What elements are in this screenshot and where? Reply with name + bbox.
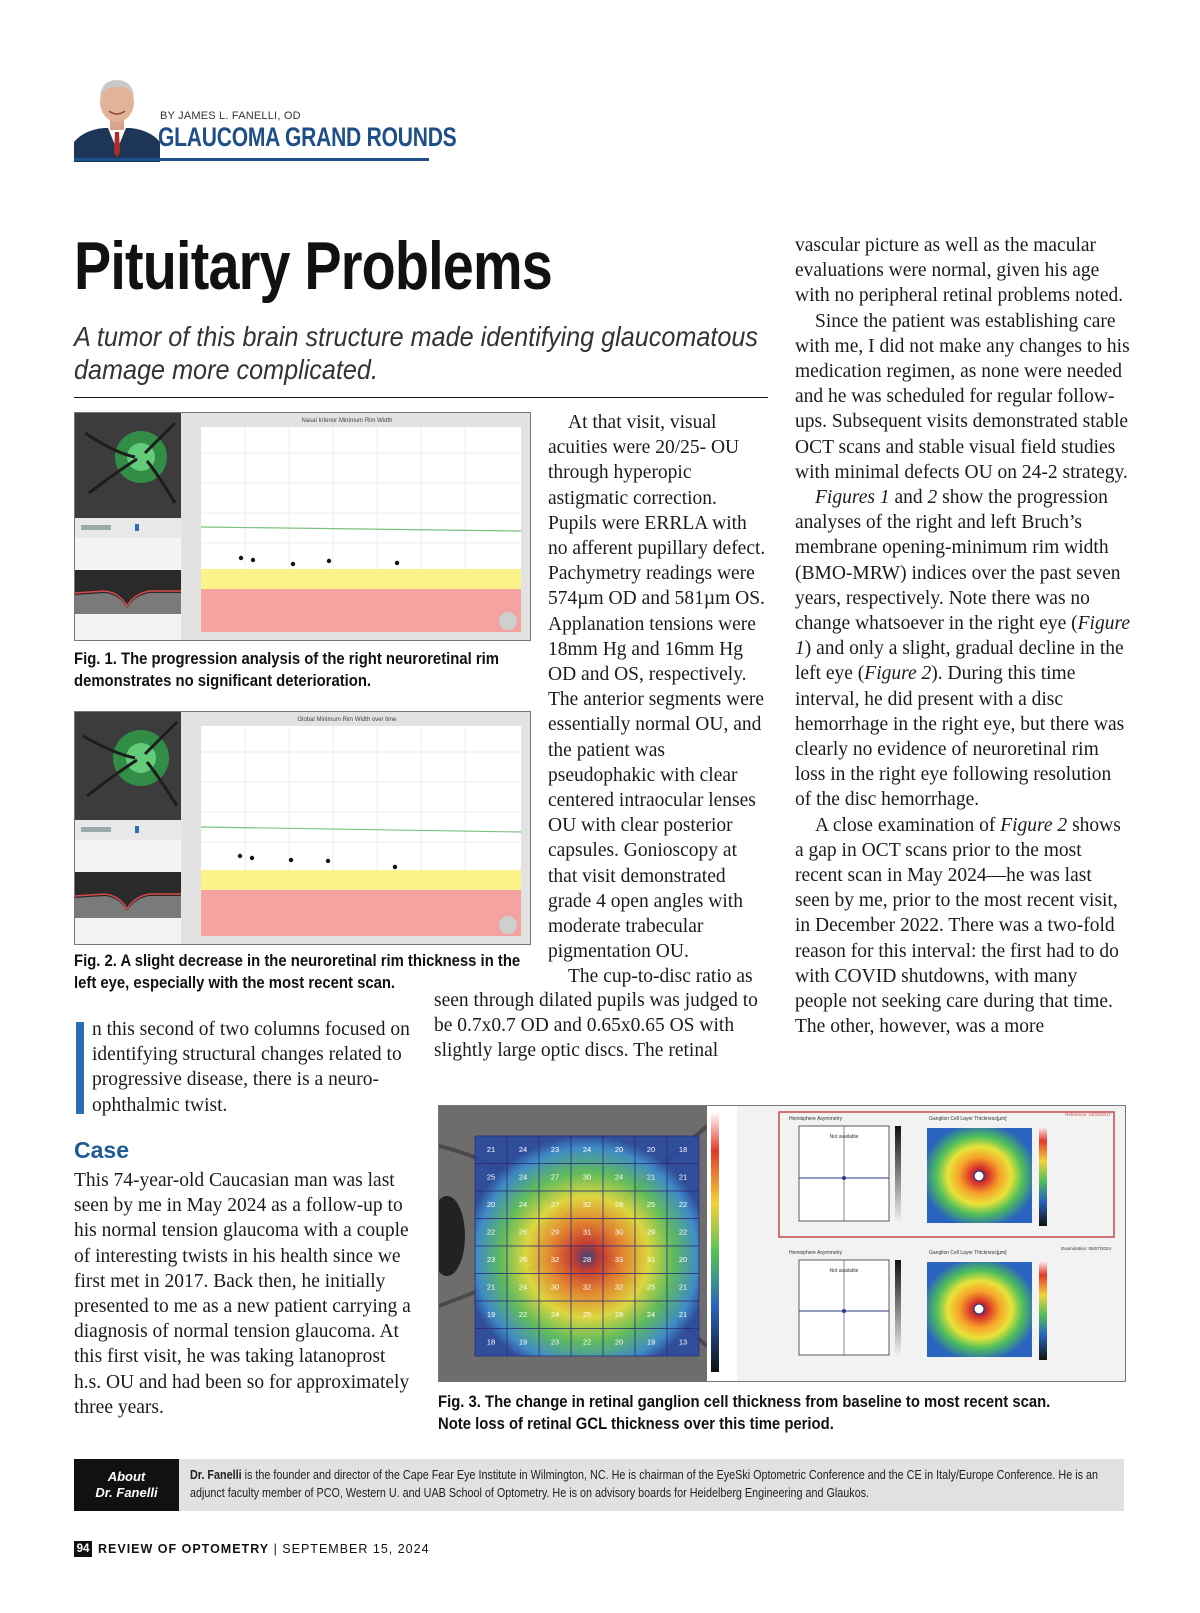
grid-value: 22 (486, 1227, 496, 1237)
grid-value: 21 (678, 1282, 688, 1292)
grid-value: 21 (486, 1145, 496, 1154)
grid-value: 20 (614, 1337, 624, 1347)
article-title: Pituitary Problems (74, 228, 552, 304)
grid-value: 18 (678, 1145, 688, 1154)
grid-value: 23 (550, 1337, 560, 1347)
grid-value: 21 (678, 1172, 688, 1182)
grid-value: 30 (614, 1227, 624, 1237)
title-divider (74, 397, 768, 398)
figure-2 (74, 711, 531, 945)
grid-value: 31 (582, 1227, 592, 1237)
grid-value: 24 (518, 1145, 528, 1154)
grid-value: 28 (614, 1200, 624, 1209)
grid-value: 24 (582, 1145, 592, 1154)
grid-value: 24 (614, 1172, 624, 1182)
grid-value: 25 (582, 1310, 592, 1319)
right-column (795, 233, 1131, 1040)
grid-value: 24 (646, 1310, 656, 1319)
grid-value: 27 (550, 1172, 560, 1182)
grid-value: 23 (550, 1145, 560, 1154)
grid-value: 32 (614, 1282, 624, 1292)
about-author-text: Dr. Fanelli is the founder and director of the Cape Fear Eye Institute in Wilmington, NC. He is chairman of the EyeSki Optometric Conference and the CE in Italy/Europe Conference. He is an adjunct faculty member of PCO, Western U. and UAB School of Optometry. He is on advisory boards for Heidelberg Engineering and Glaukos. (190, 1467, 1099, 1500)
grid-value: 19 (646, 1337, 656, 1347)
grid-value: 24 (550, 1310, 560, 1319)
figure-ref: Figures 1 (815, 487, 890, 509)
about-author-label: About Dr. Fanelli (74, 1459, 179, 1511)
grid-value: 32 (550, 1255, 560, 1264)
grid-value: 30 (582, 1172, 592, 1182)
narrow-paragraph-2: The cup-to-disc ratio as (568, 966, 753, 988)
grid-value: 19 (486, 1310, 496, 1319)
intro-paragraph: n this second of two columns focused on identifying structural changes related to progressive disease, there is a neuro-ophthalmic twist. (92, 1019, 410, 1116)
figure-3-caption (438, 1391, 1122, 1435)
grid-value: 22 (582, 1337, 592, 1347)
figure-2-caption: Fig. 2. A slight decrease in the neuroretinal rim thickness in the left eye, especially with the most recent scan. (74, 952, 521, 992)
grid-value: 22 (678, 1227, 688, 1237)
baseline-label: Reference: 10/16/2017 (1065, 1112, 1111, 1117)
grid-value: 21 (646, 1172, 656, 1182)
right-paragraph-3: Figures 1 and 2 show the progression analyses of the right and left Bruch’s membrane opening-minimum rim width (BMO-MRW) indices over the past seven years, respectively. Note there was no change whatsoever in the right eye (Figure 1) and only a slight, gradual decline in the left eye (Figure 2). During this time interval, he did present with a disc hemorrhage in the right eye, but there was clearly no evidence of neuroretinal rim loss in the right eye following resolution of the disc hemorrhage. (795, 487, 1130, 811)
grid-value: 24 (518, 1200, 528, 1209)
header-rule (74, 158, 429, 161)
figure-3 (438, 1105, 1126, 1382)
figure-ref: Figure 2 (1000, 814, 1068, 836)
grid-value: 19 (518, 1337, 528, 1347)
grid-value: 21 (678, 1310, 688, 1319)
grid-value: 20 (614, 1145, 624, 1154)
figure-ref: Figure 2 (864, 663, 932, 685)
grid-value: 25 (486, 1172, 496, 1182)
case-heading: Case (74, 1137, 129, 1163)
grid-value: 25 (646, 1200, 656, 1209)
grid-value: 32 (582, 1282, 592, 1292)
examination-label: Examination: 05/07/2024 (1061, 1246, 1111, 1251)
grid-value: 29 (550, 1227, 560, 1237)
asym-top-label: Hemisphere Asymmetry (789, 1116, 843, 1122)
right-paragraph-4: A close examination of Figure 2 shows a gap in OCT scans prior to the most recent scan in May 2024—he was last seen by me, prior to the most recent visit, in December 2022. There was a two-fold reason for this interval: the first had to do with COVID shutdowns, with many people not seeking care during that time. The other, however, was a more (795, 814, 1121, 1038)
not-available-bottom: Not available (829, 1268, 859, 1274)
grid-value: 25 (646, 1282, 656, 1292)
right-paragraph-2: Since the patient was establishing care with me, I did not make any changes to his medication regimen, as none were needed and he was scheduled for regular follow-ups. Subsequent visits demonstrated stable OCT scans and stable visual field studies with minimal defects OU on 24-2 strategy. (795, 310, 1130, 483)
grid-value: 20 (646, 1145, 656, 1154)
gcl-bottom-label: Ganglion Cell Layer Thickness[µm] (929, 1250, 1007, 1256)
grid-value: 20 (678, 1255, 688, 1264)
grid-value: 28 (582, 1255, 592, 1264)
grid-value: 29 (646, 1227, 656, 1237)
drop-cap-bar (76, 1022, 84, 1114)
article-subtitle: A tumor of this brain structure made identifying glaucomatous damage more complicated. (74, 321, 759, 385)
grid-value: 20 (486, 1200, 496, 1209)
grid-value: 18 (486, 1337, 496, 1347)
grid-value: 24 (518, 1172, 528, 1182)
grid-value: 23 (486, 1255, 496, 1264)
continuation-paragraph: seen through dilated pupils was judged to be 0.7x0.7 OD and 0.65x0.65 OS with slightly large optic discs. The retinal (434, 990, 758, 1062)
grid-value: 28 (614, 1310, 624, 1319)
figure-1 (74, 412, 531, 641)
grid-value: 27 (550, 1200, 560, 1209)
grid-value: 26 (518, 1255, 528, 1264)
footer-publication: REVIEW OF OPTOMETRY | SEPTEMBER 15, 2024 (98, 1542, 430, 1556)
figure-3-caption-line-2: Note loss of retinal GCL thickness over this time period. (438, 1415, 834, 1433)
grid-value: 24 (518, 1282, 528, 1292)
grid-value: 33 (614, 1255, 624, 1264)
figure-1-caption: Fig. 1. The progression analysis of the right neuroretinal rim demonstrates no significant deterioration. (74, 650, 499, 690)
figure-ref: 2 (927, 487, 938, 509)
fig1-chart-title: Nasal Inferior Minimum Rim Width (301, 418, 393, 424)
grid-value: 30 (550, 1282, 560, 1292)
asym-bottom-label: Hemisphere Asymmetry (789, 1250, 843, 1256)
grid-value: 31 (646, 1255, 656, 1264)
page-number: 94 (74, 1541, 92, 1557)
right-paragraph-1: vascular picture as well as the macular evaluations were normal, given his age with no peripheral retinal problems noted. (795, 235, 1124, 307)
grid-value: 22 (518, 1310, 528, 1319)
narrow-paragraph: At that visit, visual acuities were 20/25- OU through hyperopic astigmatic correction. Pupils were ERRLA with no afferent pupillary defect. Pachymetry readings were 574µm OD and 581µm OS. Applanation tensions were 18mm Hg and 16mm Hg OD and OS, respectively. The anterior segments were essentially normal OU, and the patient was pseudophakic with clear centered intraocular lenses OU with clear posterior capsules. Gonioscopy at that visit demonstrated grade 4 open angles with moderate trabecular pigmentation OU. (548, 412, 766, 963)
fig2-chart-title: Global Minimum Rim Width over time (297, 717, 397, 723)
narrow-column (548, 410, 768, 990)
figure-ref: Figure 1 (795, 613, 1130, 660)
case-paragraph: This 74-year-old Caucasian man was last seen by me in May 2024 as a follow-up to his normal tension glaucoma with a couple of interesting twists in his health since we first met in 2017. Back then, he initially presented to me as a new patient carrying a diagnosis of normal tension glaucoma. At this first visit, he was taking latanoprost h.s. OU and had been so for approximately three years. (74, 1170, 411, 1418)
gcl-top-label: Ganglion Cell Layer Thickness[µm] (929, 1116, 1007, 1122)
author-name: Dr. Fanelli (190, 1467, 242, 1482)
byline: BY JAMES L. FANELLI, OD (160, 110, 301, 122)
not-available-top: Not available (829, 1134, 859, 1140)
grid-value: 13 (678, 1337, 688, 1347)
figure-3-caption-line-1: Fig. 3. The change in retinal ganglion cell thickness from baseline to most recent scan. (438, 1393, 1051, 1411)
grid-value: 32 (582, 1200, 592, 1209)
author-photo (74, 72, 160, 162)
grid-value: 26 (518, 1227, 528, 1237)
grid-value: 21 (486, 1282, 496, 1292)
column-name: GLAUCOMA GRAND ROUNDS (158, 122, 457, 152)
grid-value: 22 (678, 1200, 688, 1209)
continuation-text (434, 988, 770, 1064)
